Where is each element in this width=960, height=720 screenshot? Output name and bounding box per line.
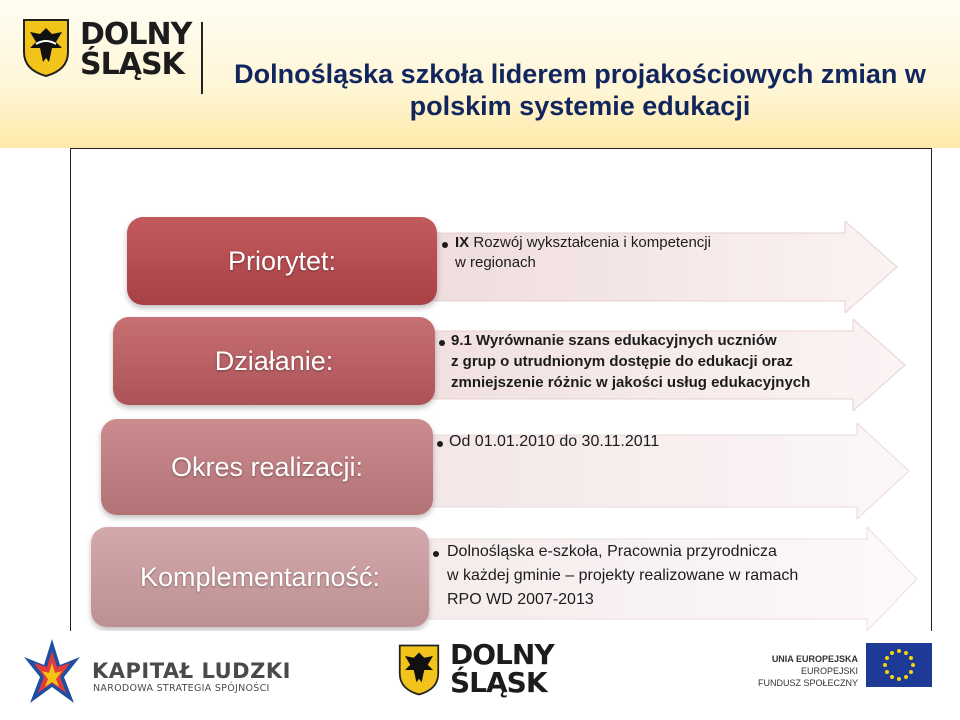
logo-wordmark — [80, 17, 192, 82]
row-text-line — [451, 373, 810, 393]
bullet-icon — [439, 340, 445, 346]
row-text-normal: RPO WD 2007-2013 — [447, 591, 594, 608]
row-label-priorytet: Priorytet: — [227, 245, 337, 276]
row-label-box-priorytet — [127, 217, 437, 305]
bullet-icon — [442, 242, 448, 248]
footer-logo-line-1: DOLNY — [450, 638, 554, 671]
footer-logo-wordmark — [450, 638, 554, 699]
kapital-ludzki-subtitle: NARODOWA STRATEGIA SPÓJNOŚCI — [93, 683, 270, 694]
eagle-crest-icon — [22, 18, 70, 78]
row-text-line — [455, 253, 536, 273]
row-text-bold: IX — [455, 234, 470, 251]
eu-line-1: UNIA EUROPEJSKA — [771, 654, 858, 664]
eu-line-2: EUROPEJSKI — [800, 666, 858, 676]
bullet-icon — [433, 551, 439, 557]
row-label-komplementarnosc: Komplementarność: — [139, 561, 381, 592]
row-text-line — [447, 541, 777, 563]
row-label-okres: Okres realizacji: — [170, 451, 364, 482]
header-divider — [201, 22, 203, 94]
row-label-box-okres — [101, 419, 433, 515]
eu-text-block — [700, 653, 858, 689]
footer-logos — [0, 631, 960, 720]
footer-logo-line-2: ŚLĄSK — [450, 666, 547, 699]
row-text-normal: w każdej gminie – projekty realizowane w ramach — [447, 567, 799, 584]
eu-flag-icon — [866, 643, 932, 687]
kapital-ludzki-title: KAPITAŁ LUDZKI — [92, 659, 291, 683]
row-text-normal: w regionach — [455, 254, 536, 271]
title-line-1: Dolnośląska szkoła liderem projakościowych zmian w — [234, 59, 926, 89]
dolny-slask-logo — [22, 18, 197, 84]
page-title — [210, 58, 950, 122]
logo-line-2: ŚLĄSK — [80, 47, 184, 82]
kapital-ludzki-star-icon — [22, 637, 82, 709]
row-text-line — [447, 589, 594, 611]
logo-line-1: DOLNY — [80, 17, 192, 52]
row-text-bold: z grup o utrudnionym dostępie do edukacji oraz — [451, 353, 793, 370]
title-line-2: polskim systemie edukacji — [409, 91, 751, 121]
row-text-bold: zmniejszenie różnic w jakości usług edukacyjnych — [451, 374, 811, 391]
row-text-bold: 9.1 Wyrównanie szans edukacyjnych uczniów — [451, 332, 777, 349]
row-text-line — [451, 331, 777, 351]
row-text-line — [449, 432, 659, 452]
row-text-normal: Od 01.01.2010 do 30.11.2011 — [449, 433, 660, 450]
row-label-box-dzialanie — [113, 317, 435, 405]
row-text-line — [455, 233, 711, 253]
eagle-crest-icon — [398, 643, 440, 697]
slide-content-frame — [70, 148, 932, 633]
row-text-normal: Dolnośląska e-szkoła, Pracownia przyrodnicza — [447, 543, 777, 560]
row-text-line — [451, 352, 793, 372]
bullet-icon — [437, 441, 443, 447]
row-label-box-komplementarnosc — [91, 527, 429, 627]
row-label-dzialanie: Działanie: — [214, 345, 334, 376]
row-text-normal: Rozwój wykształcenia i kompetencji — [469, 234, 711, 251]
eu-line-3: FUNDUSZ SPOŁECZNY — [757, 678, 858, 688]
row-text-line — [447, 565, 798, 587]
header-banner — [0, 0, 960, 148]
